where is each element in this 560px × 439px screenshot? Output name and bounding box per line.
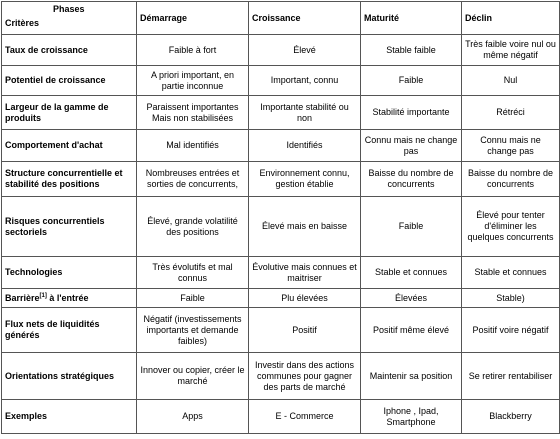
table-cell: Nul xyxy=(462,66,560,96)
row-label-suffix: à l'entrée xyxy=(46,292,89,303)
table-cell: Stable et connues xyxy=(361,257,462,289)
row-label xyxy=(2,289,137,308)
table-row xyxy=(2,308,560,353)
table-cell: Élevées xyxy=(361,289,462,308)
row-label: Risques concurrentiels sectoriels xyxy=(2,197,137,257)
row-label: Potentiel de croissance xyxy=(2,66,137,96)
table-row xyxy=(2,35,560,66)
col-header-croissance: Croissance xyxy=(249,2,361,35)
table-cell: Innover ou copier, créer le marché xyxy=(137,353,249,400)
table-row xyxy=(2,400,560,434)
table-cell: Élevé, grande volatilité des positions xyxy=(137,197,249,257)
row-label: Technologies xyxy=(2,257,137,289)
table-cell: Se retirer rentabiliser xyxy=(462,353,560,400)
table-cell: Stable faible xyxy=(361,35,462,66)
table-cell: Stable) xyxy=(462,289,560,308)
row-label: Taux de croissance xyxy=(2,35,137,66)
table-cell: Iphone , Ipad, Smartphone xyxy=(361,400,462,434)
table-cell: Important, connu xyxy=(249,66,361,96)
table-row xyxy=(2,289,560,308)
table-cell: Positif xyxy=(249,308,361,353)
table-row xyxy=(2,66,560,96)
col-header-demarrage: Démarrage xyxy=(137,2,249,35)
table-cell: Mal identifiés xyxy=(137,130,249,162)
table-cell: Nombreuses entrées et sorties de concurrents, xyxy=(137,162,249,197)
table-row xyxy=(2,96,560,130)
corner-cell xyxy=(2,2,137,35)
table-cell: Positif voire négatif xyxy=(462,308,560,353)
table-row xyxy=(2,257,560,289)
table-cell: Faible xyxy=(361,66,462,96)
table-row xyxy=(2,353,560,400)
header-row xyxy=(2,2,560,35)
table-cell: Très évolutifs et mal connus xyxy=(137,257,249,289)
table-cell: E - Commerce xyxy=(249,400,361,434)
table-cell: Stabilité importante xyxy=(361,96,462,130)
row-label: Flux nets de liquidités générés xyxy=(2,308,137,353)
row-label: Orientations stratégiques xyxy=(2,353,137,400)
criteres-header: Critères xyxy=(5,18,40,28)
table-cell: Baisse du nombre de concurrents xyxy=(462,162,560,197)
table-cell: Rétréci xyxy=(462,96,560,130)
table-row xyxy=(2,197,560,257)
table-row xyxy=(2,162,560,197)
table-row xyxy=(2,130,560,162)
table-cell: Apps xyxy=(137,400,249,434)
row-label: Largeur de la gamme de produits xyxy=(2,96,137,130)
table-cell: Positif même élevé xyxy=(361,308,462,353)
table-cell: Négatif (investissements importants et demande faibles) xyxy=(137,308,249,353)
col-header-declin: Déclin xyxy=(462,2,560,35)
col-header-maturite: Maturité xyxy=(361,2,462,35)
footnote-link[interactable]: [1] xyxy=(39,292,47,299)
table-cell: Connu mais ne change pas xyxy=(462,130,560,162)
row-label-text: Barrière xyxy=(5,292,40,303)
table-cell: A priori important, en partie inconnue xyxy=(137,66,249,96)
row-label: Exemples xyxy=(2,400,137,434)
row-label: Structure concurrentielle et stabilité des positions xyxy=(2,162,137,197)
table-cell: Maintenir sa position xyxy=(361,353,462,400)
table-cell: Élevé mais en baisse xyxy=(249,197,361,257)
table-cell: Baisse du nombre de concurrents xyxy=(361,162,462,197)
table-cell: Environnement connu, gestion établie xyxy=(249,162,361,197)
phases-header: Phases xyxy=(53,4,85,14)
lifecycle-table xyxy=(1,1,560,434)
table-cell: Blackberry xyxy=(462,400,560,434)
table-cell: Stable et connues xyxy=(462,257,560,289)
table-cell: Élevé xyxy=(249,35,361,66)
table-cell: Investir dans des actions communes pour gagner des parts de marché xyxy=(249,353,361,400)
table-cell: Identifiés xyxy=(249,130,361,162)
table-cell: Évolutive mais connues et maitriser xyxy=(249,257,361,289)
table-cell: Élevé pour tenter d'éliminer les quelques concurrents xyxy=(462,197,560,257)
table-cell: Importante stabilité ou non xyxy=(249,96,361,130)
table-cell: Faible à fort xyxy=(137,35,249,66)
row-label: Comportement d'achat xyxy=(2,130,137,162)
table-cell: Paraissent importantes Mais non stabilisées xyxy=(137,96,249,130)
table-cell: Connu mais ne change pas xyxy=(361,130,462,162)
table-cell: Très faible voire nul ou même négatif xyxy=(462,35,560,66)
table-cell: Plu élevées xyxy=(249,289,361,308)
table-cell: Faible xyxy=(361,197,462,257)
table-cell: Faible xyxy=(137,289,249,308)
